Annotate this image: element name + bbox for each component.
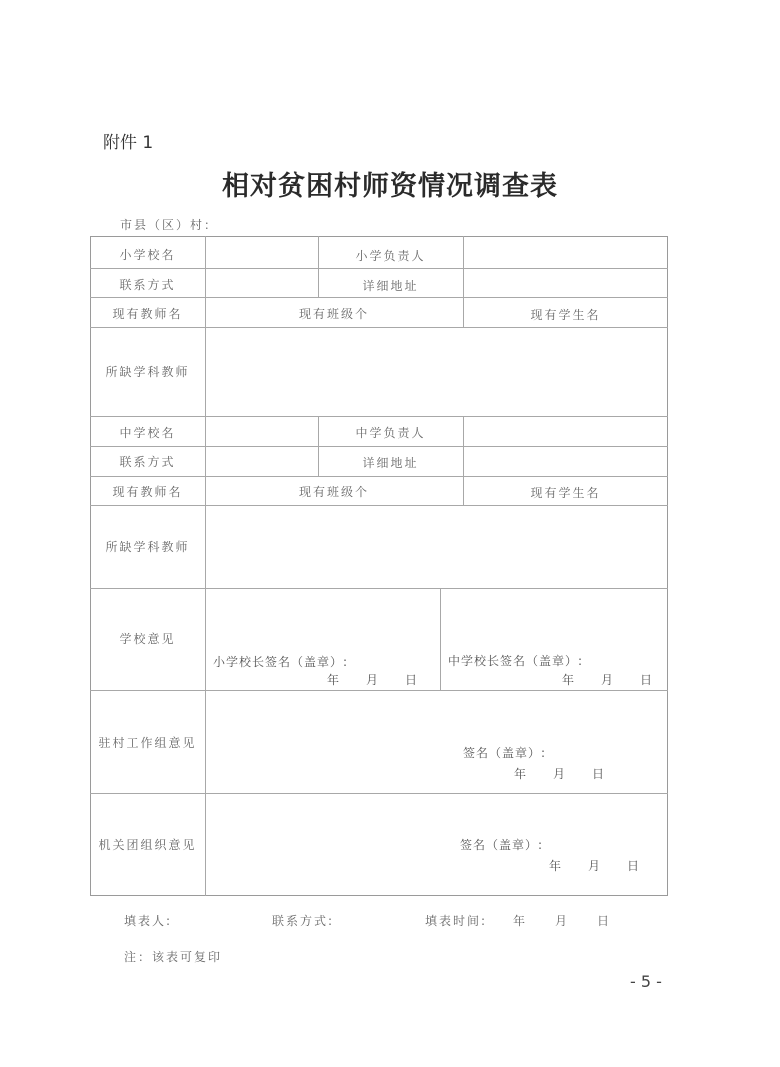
workgroup-opinion-label: 驻村工作组意见 [98,736,197,750]
footer-fill-time: 填表时间: [425,914,488,928]
middle-contact-label: 联系方式 [119,455,176,469]
middle-address-label: 详细地址 [362,456,419,470]
org-signature-date: 年 月 日 [549,859,641,873]
workgroup-signature: 签名（盖章）: [463,746,547,760]
middle-principal-label: 中学负责人 [355,426,426,440]
column-divider [205,236,206,896]
column-divider [440,588,441,690]
row-divider [90,690,668,691]
workgroup-signature-date: 年 月 日 [514,767,606,781]
middle-signature-date: 年 月 日 [562,673,654,687]
primary-signature-date: 年 月 日 [327,673,419,687]
primary-classes-label: 现有班级个 [298,307,369,321]
school-opinion-label: 学校意见 [119,632,176,646]
note: 注：该表可复印 [124,950,223,964]
org-opinion-label: 机关团组织意见 [98,838,197,852]
page-title: 相对贫困村师资情况调查表 [222,171,558,202]
row-divider [90,476,668,477]
row-divider [90,327,668,328]
row-divider [90,446,668,447]
footer-filler: 填表人: [124,914,173,928]
middle-school-name-label: 中学校名 [119,426,176,440]
row-divider [90,505,668,506]
middle-teachers-label: 现有教师名 [112,485,183,499]
primary-students-label: 现有学生名 [530,308,601,322]
middle-classes-label: 现有班级个 [298,485,369,499]
primary-principal-signature: 小学校长签名（盖章）: [213,655,349,669]
row-divider [90,416,668,417]
row-divider [90,588,668,589]
primary-principal-label: 小学负责人 [355,249,426,263]
middle-missing-teachers-label: 所缺学科教师 [105,540,190,554]
primary-teachers-label: 现有教师名 [112,307,183,321]
primary-address-label: 详细地址 [362,279,419,293]
footer-contact: 联系方式: [272,914,335,928]
row-divider [90,297,668,298]
attachment-label: 附件 1 [103,133,154,153]
footer-date: 年 月 日 [513,914,612,928]
row-divider [90,268,668,269]
page-number: - 5 - [630,972,662,991]
table-frame [90,236,668,896]
middle-students-label: 现有学生名 [530,486,601,500]
primary-missing-teachers-label: 所缺学科教师 [105,365,190,379]
primary-contact-label: 联系方式 [119,278,176,292]
org-signature: 签名（盖章）: [460,838,544,852]
primary-school-name-label: 小学校名 [119,248,176,262]
region-line: 市县（区）村： [120,218,219,232]
middle-principal-signature: 中学校长签名（盖章）: [448,654,584,668]
row-divider [90,793,668,794]
